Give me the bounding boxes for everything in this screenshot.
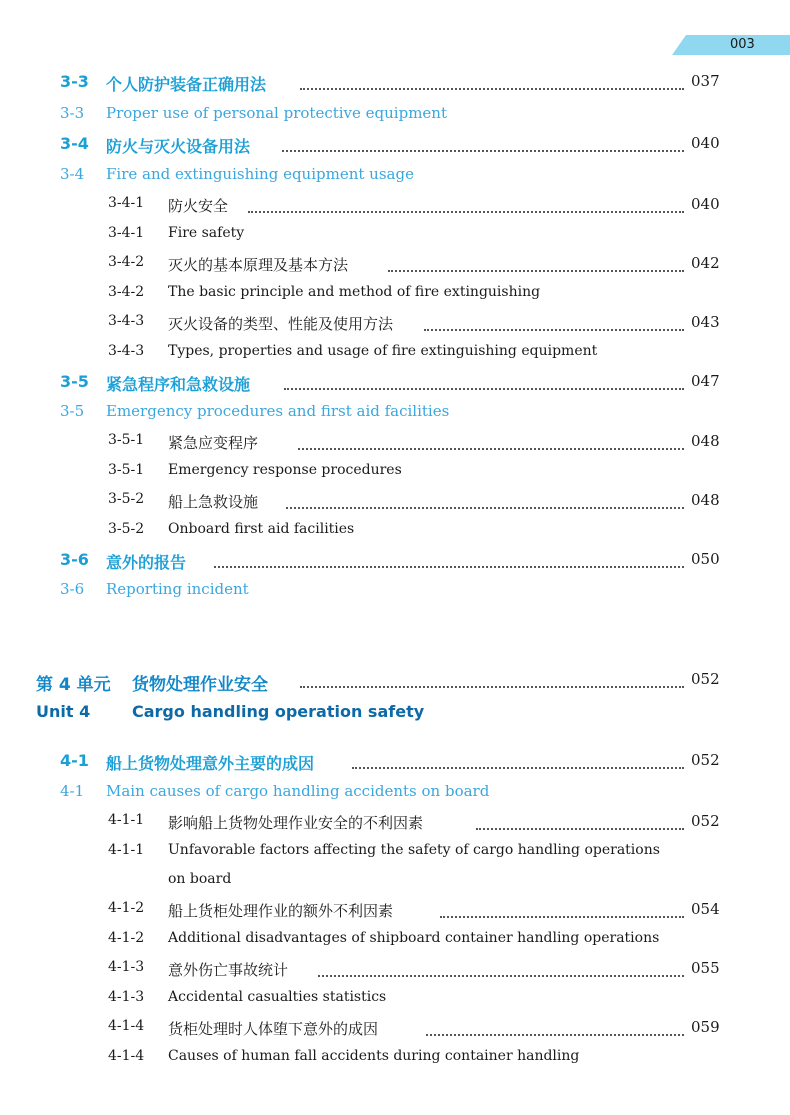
toc-entry[interactable] [0,134,790,162]
entry-number: 3-6 [60,580,85,598]
entry-title: Proper use of personal protective equipment [106,104,447,122]
entry-number: 3-5-2 [108,491,145,507]
toc-entry[interactable] [0,580,790,608]
entry-title: Emergency response procedures [168,462,402,478]
entry-number: 4-1-4 [108,1048,145,1064]
entry-number: 3-5-1 [108,432,145,448]
unit-number: Unit 4 [36,702,91,721]
entry-title: Reporting incident [106,580,249,598]
entry-number: 3-4-1 [108,225,145,241]
entry-title: 灭火设备的类型、性能及使用方法 [168,315,394,333]
entry-page: 059 [691,1018,720,1036]
entry-page: 037 [691,72,720,90]
entry-title: Additional disadvantages of shipboard container handling operations [168,930,660,946]
toc-unit-entry[interactable] [0,702,790,730]
entry-title: 货柜处理时人体堕下意外的成因 [168,1020,379,1038]
entry-title: Main causes of cargo handling accidents on board [106,782,490,800]
dot-leader [284,374,684,390]
entry-title: 紧急程序和急救设施 [106,375,251,394]
entry-number: 3-6 [60,550,89,569]
entry-title: 意外伤亡事故统计 [168,961,289,979]
entry-number: 3-5 [60,402,85,420]
entry-number: 3-4-3 [108,313,145,329]
entry-title: 防火安全 [168,197,229,215]
entry-title: 船上货物处理意外主要的成因 [106,754,315,773]
entry-number: 4-1-2 [108,900,145,916]
entry-title: 防火与灭火设备用法 [106,137,251,156]
toc-entry[interactable] [0,462,790,490]
toc-entry[interactable] [0,842,790,900]
entry-title: 灭火的基本原理及基本方法 [168,256,349,274]
dot-leader [282,136,684,152]
entry-page: 052 [691,751,720,769]
entry-page: 040 [691,195,720,213]
entry-title: 船上急救设施 [168,493,259,511]
entry-page: 050 [691,550,720,568]
toc-entry[interactable] [0,372,790,400]
unit-number: 第 4 单元 [36,675,111,695]
toc-entry[interactable] [0,402,790,430]
dot-leader [214,552,684,568]
entry-page: 048 [691,432,720,450]
entry-title: Accidental casualties statistics [168,989,387,1005]
toc-entry[interactable] [0,284,790,312]
entry-title: Onboard first aid facilities [168,521,355,537]
toc-entry[interactable] [0,989,790,1017]
toc-entry[interactable] [0,550,790,578]
toc-unit-entry[interactable] [0,670,790,698]
entry-title: Fire safety [168,225,245,241]
entry-number: 4-1-3 [108,989,145,1005]
entry-number: 4-1-4 [108,1018,145,1034]
entry-number: 4-1 [60,782,85,800]
entry-page: 047 [691,372,720,390]
unit-title: Cargo handling operation safety [132,702,425,721]
entry-page: 043 [691,313,720,331]
entry-title: 船上货柜处理作业的额外不利因素 [168,902,394,920]
entry-title: Types, properties and usage of fire extinguishing equipment [168,343,598,359]
entry-title: 影响船上货物处理作业安全的不利因素 [168,814,424,832]
entry-number: 4-1-1 [108,842,145,858]
entry-number: 4-1-3 [108,959,145,975]
entry-number: 3-4-2 [108,284,145,300]
entry-number: 3-4 [60,165,85,183]
entry-title: Emergency procedures and first aid facilities [106,402,450,420]
dot-leader [300,672,684,688]
entry-title: 意外的报告 [106,553,187,572]
dot-leader [300,74,684,90]
entry-number: 4-1-1 [108,812,145,828]
entry-page: 042 [691,254,720,272]
entry-title: 个人防护装备正确用法 [106,75,267,94]
toc-entry[interactable] [0,343,790,371]
dot-leader [476,814,684,830]
entry-page: 052 [691,670,720,688]
dot-leader [298,434,684,450]
dot-leader [318,961,684,977]
dot-leader [248,197,684,213]
entry-page: 052 [691,812,720,830]
toc-entry[interactable] [0,225,790,253]
dot-leader [286,493,684,509]
entry-page: 054 [691,900,720,918]
entry-number: 3-4-3 [108,343,145,359]
entry-page: 040 [691,134,720,152]
entry-number: 3-5-1 [108,462,145,478]
entry-title: Unfavorable factors affecting the safety of cargo handling operations on board [168,842,660,887]
dot-leader [440,902,684,918]
toc-entry[interactable] [0,521,790,549]
dot-leader [352,753,684,769]
toc-entry[interactable] [0,165,790,193]
entry-number: 4-1-2 [108,930,145,946]
entry-title: 紧急应变程序 [168,434,259,452]
toc-entry[interactable] [0,1048,790,1076]
entry-page: 055 [691,959,720,977]
entry-number: 3-4-2 [108,254,145,270]
entry-number: 3-3 [60,104,85,122]
toc-entry[interactable] [0,930,790,958]
toc-entry[interactable] [0,72,790,100]
entry-title: Fire and extinguishing equipment usage [106,165,414,183]
entry-number: 3-4-1 [108,195,145,211]
toc-entry[interactable] [0,782,790,810]
entry-number: 3-3 [60,72,89,91]
dot-leader [426,1020,684,1036]
entry-number: 3-5-2 [108,521,145,537]
dot-leader [424,315,684,331]
entry-title: Causes of human fall accidents during container handling [168,1048,580,1064]
page-number: 003 [730,37,755,52]
entry-page: 048 [691,491,720,509]
toc-entry[interactable] [0,104,790,132]
dot-leader [388,256,684,272]
entry-title: The basic principle and method of fire extinguishing [168,284,541,300]
unit-title: 货物处理作业安全 [132,675,268,695]
entry-number: 3-5 [60,372,89,391]
entry-number: 3-4 [60,134,89,153]
entry-number: 4-1 [60,751,89,770]
toc-entry[interactable] [0,751,790,779]
